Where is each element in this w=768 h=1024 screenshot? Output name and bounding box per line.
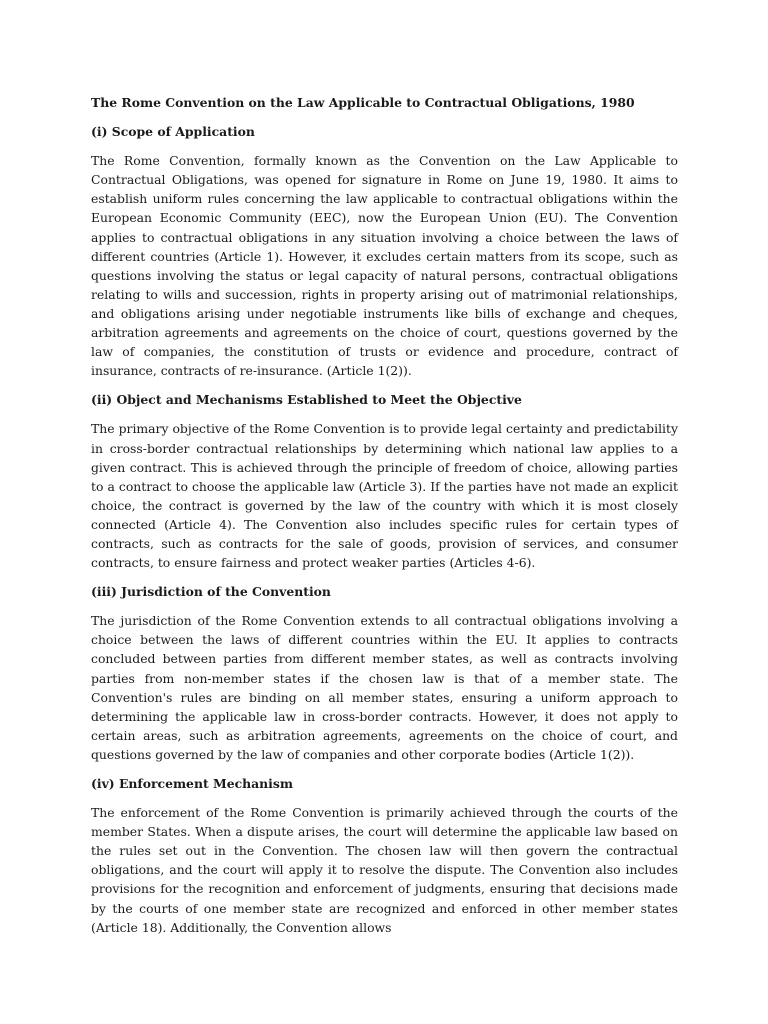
section-body-enforcement: The enforcement of the Rome Convention is primarily achieved through the courts of the member States. When a dispute arises, the court will determine the applicable law based on the rules set out in the Convention. The chosen law will then govern the contractual obligations, and the court will apply it to resolve the dispute. The Convention also includes provisions for the recognition and enforcement of judgments, ensuring that decisions made by the courts of one member state are recognized and enforced in other member states (Article 18). Additionally, the Convention allows (91, 805, 678, 935)
section-body-jurisdiction: The jurisdiction of the Rome Convention extends to all contractual obligations involving a choice between the laws of different countries within the EU. It applies to contracts concluded between parties from different member states, as well as contracts involving parties from non-member states if the chosen law is that of a member state. The Convention's rules are binding on all member states, ensuring a uniform approach to determining the applicable law in cross-border contracts. However, it does not apply to certain areas, such as arbitration agreements, agreements on the choice of court, and questions governed by the law of companies and other corporate bodies (Article 1(2)). (91, 613, 678, 762)
section-body-scope: The Rome Convention, formally known as the Convention on the Law Applicable to Contractual Obligations, was opened for signature in Rome on June 19, 1980. It aims to establish uniform rules concerning the law applicable to contractual obligations within the European Economic Community (EEC), now the European Union (EU). The Convention applies to contractual obligations in any situation involving a choice between the laws of different countries (Article 1). However, it excludes certain matters from its scope, such as questions involving the status or legal capacity of natural persons, contractual obligations relating to wills and succession, rights in property arising out of matrimonial relationships, and obligations arising under negotiable instruments like bills of exchange and cheques, arbitration agreements and agreements on the choice of court, questions governed by the law of companies, the constitution of trusts or evidence and procedure, contract of insurance, contracts of re-insurance. (Article 1(2)). (91, 153, 678, 379)
document-title: The Rome Convention on the Law Applicable to Contractual Obligations, 1980 (91, 95, 635, 110)
section-body-object: The primary objective of the Rome Convention is to provide legal certainty and predictability in cross-border contractual relationships by determining which national law applies to a given contract. This is achieved through the principle of freedom of choice, allowing parties to a contract to choose the applicable law (Article 3). If the parties have not made an explicit choice, the contract is governed by the law of the country with which it is most closely connected (Article 4). The Convention also includes specific rules for certain types of contracts, such as contracts for the sale of goods, provision of services, and consumer contracts, to ensure fairness and protect weaker parties (Articles 4-6). (91, 421, 678, 571)
section-heading-jurisdiction: (iii) Jurisdiction of the Convention (91, 584, 331, 600)
document-page (91, 93, 678, 947)
section-heading-scope: (i) Scope of Application (91, 124, 255, 140)
section-heading-object: (ii) Object and Mechanisms Established to Meet the Objective (91, 392, 522, 408)
section-heading-enforcement: (iv) Enforcement Mechanism (91, 776, 293, 791)
